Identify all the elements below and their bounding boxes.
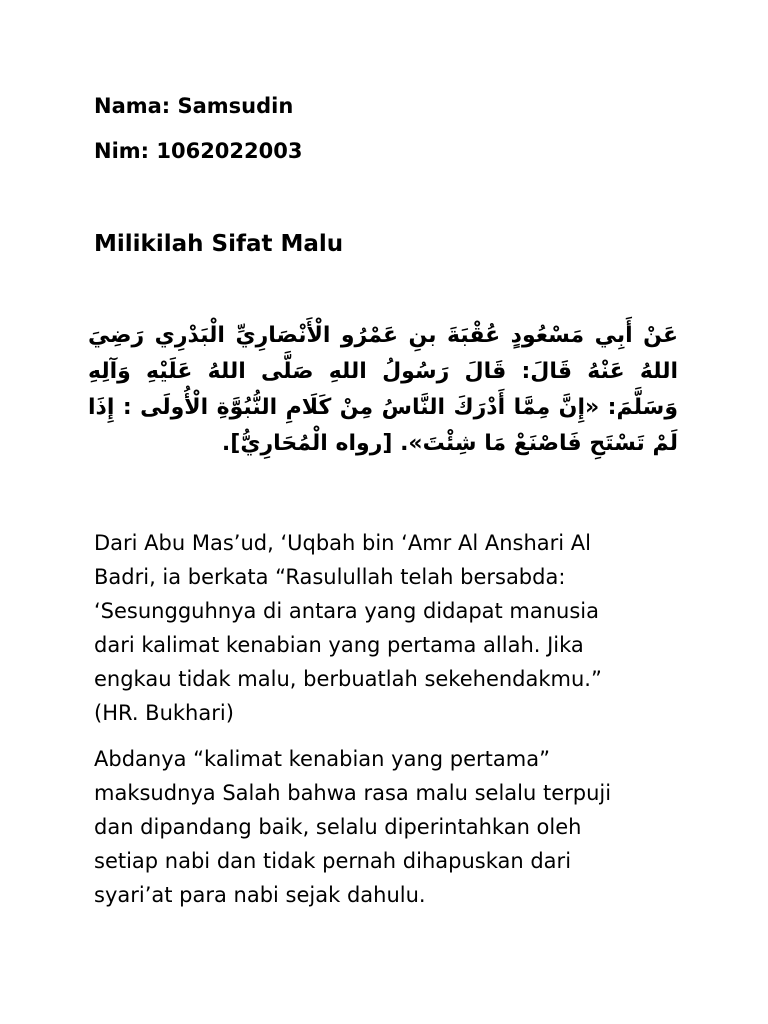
hadith-explanation (94, 742, 654, 912)
translation-line: engkau tidak malu, berbuatlah sekehendakmu.” (94, 667, 602, 691)
explanation-line: setiap nabi dan tidak pernah dihapuskan dari (94, 849, 572, 873)
translation-line: dari kalimat kenabian yang pertama allah. Jika (94, 633, 584, 657)
translation-line: Badri, ia berkata “Rasulullah telah bersabda: (94, 565, 566, 589)
student-nim: Nim: 1062022003 (94, 139, 303, 163)
explanation-line: syari’at para nabi sejak dahulu. (94, 883, 426, 907)
translation-line: Dari Abu Mas’ud, ‘Uqbah bin ‘Amr Al Anshari Al (94, 531, 591, 555)
document-title: Milikilah Sifat Malu (94, 231, 344, 257)
student-name: Nama: Samsudin (94, 94, 294, 118)
hadith-translation (94, 526, 654, 730)
explanation-line: dan dipandang baik, selalu diperintahkan oleh (94, 815, 582, 839)
translation-line: (HR. Bukhari) (94, 701, 234, 725)
explanation-line: maksudnya Salah bahwa rasa malu selalu terpuji (94, 781, 612, 805)
explanation-line: Abdanya “kalimat kenabian yang pertama” (94, 747, 550, 771)
hadith-arabic-text: عَنْ أَبِي مَسْعُودٍ عُقْبَةَ بنِ عَمْرُو الْأَنْصَارِيِّ الْبَدْرِي رَضِيَ اللهُ عَنْهُ قَالَ: قَالَ رَسُولُ اللهِ صَلَّى اللهُ عَلَيْهِ وَآلِهِ وَسَلَّمَ: «إِنَّ مِمَّا أَدْرَكَ النَّاسُ مِنْ كَلَامِ النُّبُوَّةِ الْأُولَى : إِذَا لَمْ تَسْتَحِ فَاصْنَعْ مَا شِئْتَ». [رواه الْمُحَارِيُّ]. (88, 323, 678, 456)
translation-line: ‘Sesungguhnya di antara yang didapat manusia (94, 599, 600, 623)
